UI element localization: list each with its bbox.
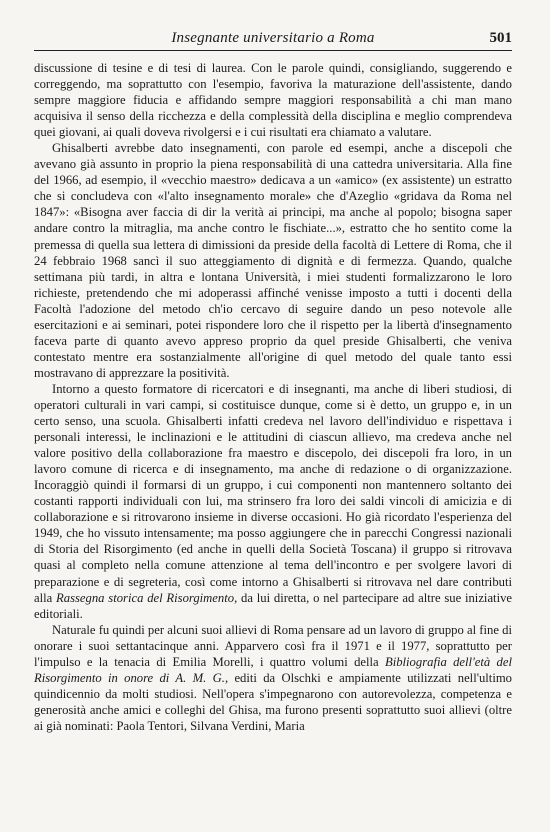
text-run: Ghisalberti avrebbe dato insegnamenti, con parole ed esempi, anche a discepoli che avevano già assunto in proprio la piena responsabilità di una cattedra universitaria. Alla fine del 1966, ad esempio, il «vecchio maestro» dedicava a un «amico» (ex assistente) un estratto che si concludeva con «l'alto insegnamento morale» che d'Azeglio «gridava da Roma nel 1847»: «Bisogna aver faccia di dir la verità ai principi, ma anche al popolo; bisogna saper andare contro la mitraglia, ma anche contro le fischiate...», estratto che ho sentito come la premessa di quella sua lettera di dimissioni da preside della facoltà di Lettere di Roma, che il 24 febbraio 1968 sancì il suo atteggiamento di dignità e di fermezza. Quando, qualche settimana più tardi, in altra e lontana Università, i miei studenti formalizzarono le loro richieste, pretendendo che mi adoperassi affinché venisse imposto a tutti i docenti della Facoltà l'adozione del metodo ch'io cercavo di seguire dando un peso notevole alle esercitazioni e ai seminari, potei rispondere loro che il rispetto per la libertà d'insegnamento faceva parte di quanto avevo appreso proprio da quel preside Ghisalberti, che veniva contestato mentre era sostanzialmente all'origine di quel metodo del quale tanto essi mostravano di apprezzare la positività.: [34, 141, 512, 380]
text-run: discussione di tesine e di tesi di laurea. Con le parole quindi, consigliando, suggerendo e correggendo, ma soprattutto con l'esempio, favoriva la maturazione dell'assistente, dando sempre maggiore fiducia e affidando sempre maggiori responsabilità a chi man mano acquisiva il senso della ricchezza e della complessità della disciplina e meglio comprendeva quei giovani, ai quali doveva rivolgersi e i cui risultati era chiamato a valutare.: [34, 61, 512, 140]
running-title: Insegnante universitario a Roma: [171, 30, 375, 46]
paragraph: [34, 381, 512, 622]
text-run: , editi da Olschki e ampiamente utilizzati nell'ultimo quindicennio da molti studiosi. Nell'opera s'impegnarono con autorevolezza, competenza e generosità anche amici e colleghi del Ghisa, ma furono presenti soprattutto suoi allievi (oltre ai già nominati: Paola Tentori, Silvana Verdini, Maria: [34, 670, 512, 733]
book-title: Bibliografia dell'età del Risorgimento in onore di A. M. G.: [34, 654, 512, 685]
page-number: 501: [489, 30, 512, 46]
text-run: Intorno a questo formatore di ricercatori e di insegnanti, ma anche di liberi studiosi, di operatori culturali in vari campi, si costituisce dunque, come si è detto, un gruppo e, in un certo senso, una scuola. Ghisalberti infatti credeva nel lavoro dell'individuo e rispettava i personali interessi, le inclinazioni e le attitudini di ciascun allievo, ma credeva anche nel valore positivo della collaborazione fra maestro e discepolo, dei discepoli fra loro, in un lavoro comune di ricerca e di insegnamento, ma anche di redazione o di organizzazione. Incoraggiò quindi il formarsi di un gruppo, i cui componenti non mantennero soltanto dei costanti rapporti individuali con lui, ma strinsero fra loro dei saldi vincoli di amicizia e di collaborazione e si ritrovarono insieme in diverse occasioni. Ho già ricordato l'esperienza del 1949, che ho vissuto intensamente; ma posso aggiungere che in parecchi Congressi nazionali di Storia del Risorgimento (ed anche in quelli della Società Toscana) il gruppo si ritrovava quasi al completo nella comune attenzione al tema dell'incontro e per svolgere lavori di preparazione e di segreteria, così come intorno a Ghisalberti si ritrovava nel dare contributi alla: [34, 381, 512, 605]
text-run: Naturale fu quindi per alcuni suoi allievi di Roma pensare ad un lavoro di gruppo al fine di onorare i suoi settantacinque anni. Apparvero così fra il 1971 e il 1977, soprattutto per l'impulso e la tenacia di Emilia Morelli, i quattro volumi della: [34, 622, 512, 669]
body-text: [34, 60, 512, 734]
running-head: [34, 30, 512, 51]
paragraph: [34, 60, 512, 140]
paragraph: [34, 622, 512, 734]
paragraph: [34, 140, 512, 381]
journal-title: Rassegna storica del Risorgimento: [56, 590, 235, 605]
text-run: , da lui diretta, o nel partecipare ad altre sue iniziative editoriali.: [34, 590, 513, 621]
